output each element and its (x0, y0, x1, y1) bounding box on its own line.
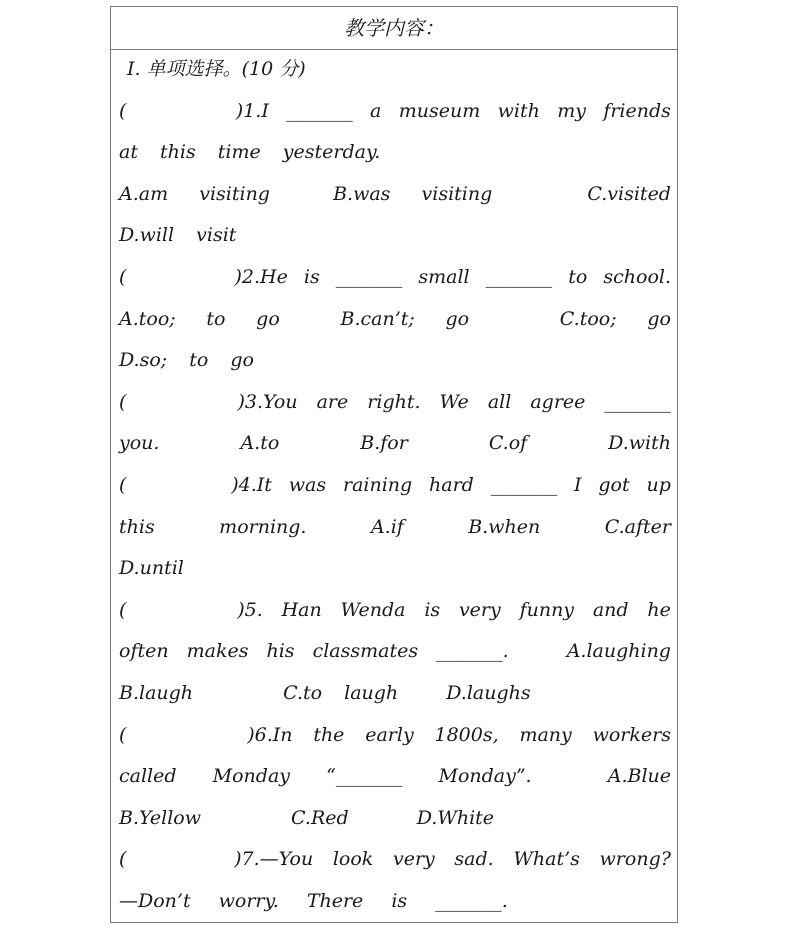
lesson-content-table (110, 6, 678, 923)
q3-options: you. A.to B.for C.of D.with (119, 432, 671, 455)
q5-line2: often makes his classmates _______. A.laughing (119, 640, 671, 663)
q6-line2: called Monday “_______ Monday”. A.Blue (119, 765, 671, 788)
q7-line1: ( )7.—You look very sad. What’s wrong? (119, 848, 671, 871)
q6-options: B.Yellow C.Red D.White (119, 806, 495, 829)
q4-option-d: D.until (119, 557, 184, 580)
content-header: 教学内容： (111, 7, 677, 50)
q1-option-d: D.will visit (119, 224, 237, 247)
q1-line2: at this time yesterday. (119, 141, 381, 164)
exercise-body (119, 49, 671, 922)
q2-option-d: D.so; to go (119, 349, 254, 372)
q1-options: A.am visiting B.was visiting C.visited (119, 182, 671, 205)
q1-line1: ( )1.I _______ a museum with my friends (119, 99, 671, 122)
q2-line1: ( )2.He is _______ small _______ to school. (119, 265, 671, 288)
q4-line1: ( )4.It was raining hard _______ I got up (119, 473, 671, 496)
q4-options: this morning. A.if B.when C.after (119, 515, 671, 538)
q7-line2: —Don’t worry. There is _______. (119, 889, 508, 912)
q5-options: B.laugh C.to laugh D.laughs (119, 681, 531, 704)
q3-line1: ( )3.You are right. We all agree _______ (119, 390, 671, 413)
q6-line1: ( )6.In the early 1800s, many workers (119, 723, 671, 746)
section-title: Ⅰ. 单项选择。(10 分) (127, 58, 306, 80)
q2-options: A.too; to go B.can’t; go C.too; go (119, 307, 671, 330)
q5-line1: ( )5. Han Wenda is very funny and he (119, 598, 671, 621)
